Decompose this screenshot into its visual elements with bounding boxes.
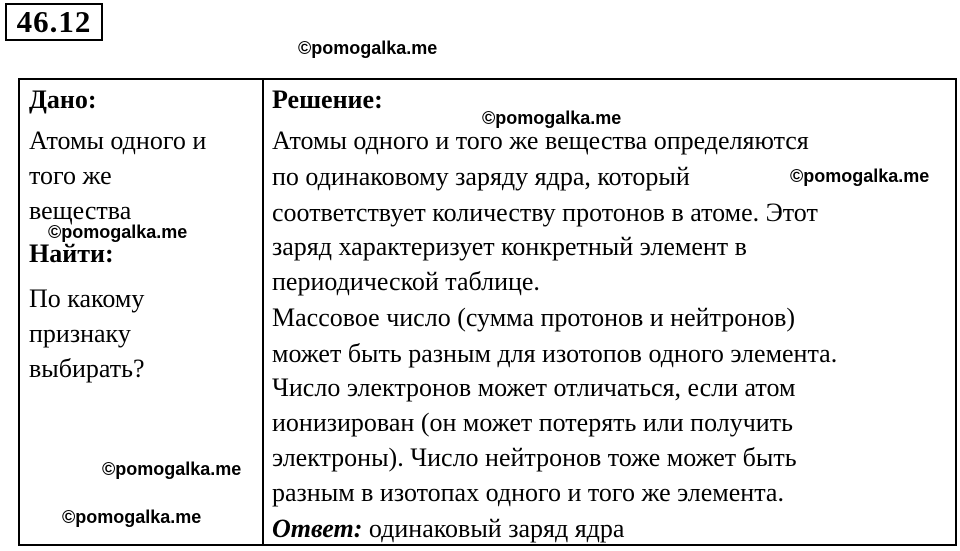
solution-line: периодической таблице.	[272, 267, 540, 296]
given-line: того же	[29, 161, 112, 190]
answer-text: одинаковый заряд ядра	[362, 514, 625, 543]
find-line: По какому	[29, 284, 145, 313]
solution-line: разным в изотопах одного и того же элемента.	[272, 478, 784, 507]
watermark: ©pomogalka.me	[62, 507, 202, 527]
solution-heading: Решение:	[272, 85, 383, 114]
watermark: ©pomogalka.me	[482, 108, 622, 128]
solution-line: ионизирован (он может потерять или получить	[272, 408, 793, 437]
watermark: ©pomogalka.me	[298, 38, 438, 58]
answer-line	[272, 511, 624, 546]
solution-line: Атомы одного и того же вещества определяются	[272, 126, 809, 155]
find-heading: Найти:	[29, 239, 114, 268]
solution-line: соответствует количеству протонов в атоме. Этот	[272, 198, 818, 227]
find-line: выбирать?	[29, 354, 145, 383]
solution-line: Число электронов может отличаться, если атом	[272, 373, 796, 402]
watermark: ©pomogalka.me	[48, 222, 188, 242]
column-divider	[262, 78, 264, 546]
given-line: Атомы одного и	[29, 126, 207, 155]
solution-line: по одинаковому заряду ядра, который	[272, 162, 690, 191]
solution-line: может быть разным для изотопов одного элемента.	[272, 339, 838, 368]
problem-number: 46.12	[5, 3, 103, 41]
given-heading: Дано:	[29, 85, 97, 114]
answer-label: Ответ:	[272, 514, 363, 543]
solution-line: Массовое число (сумма протонов и нейтронов)	[272, 303, 796, 332]
solution-line: заряд характеризует конкретный элемент в	[272, 232, 747, 261]
watermark: ©pomogalka.me	[790, 166, 930, 186]
find-line: признаку	[29, 319, 131, 348]
solution-line: электроны). Число нейтронов тоже может быть	[272, 443, 797, 472]
given-line: вещества	[29, 196, 132, 225]
watermark: ©pomogalka.me	[102, 459, 242, 479]
